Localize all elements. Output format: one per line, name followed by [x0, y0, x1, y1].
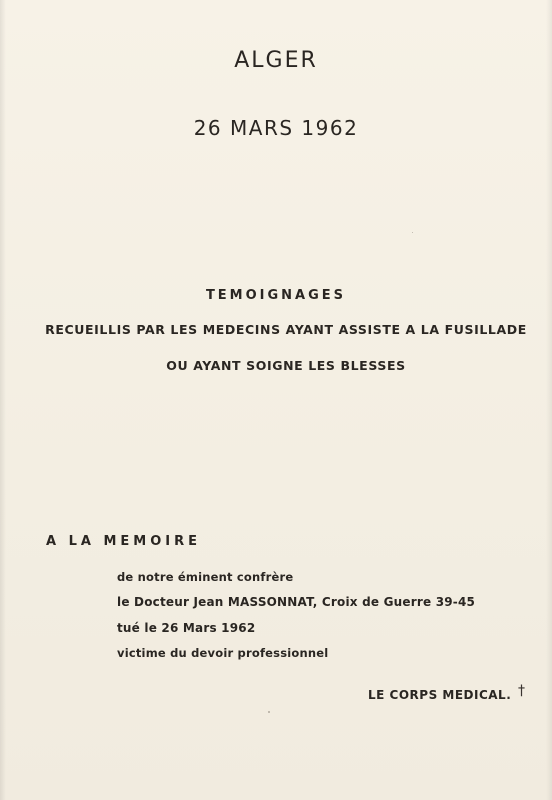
dedication-title: A LA MEMOIRE	[46, 534, 201, 549]
document-subtitle-line-1: RECUEILLIS PAR LES MEDECINS AYANT ASSISTE A LA FUSILLADE	[45, 322, 527, 337]
paper-speck	[412, 232, 413, 233]
dedication-line: tué le 26 Mars 1962	[117, 621, 256, 635]
cross-mark: †	[518, 683, 525, 699]
signature: LE CORPS MEDICAL.	[368, 688, 512, 702]
document-subtitle-line-2: OU AYANT SOIGNE LES BLESSES	[166, 358, 406, 373]
document-date: 26 MARS 1962	[193, 116, 359, 140]
document-city: ALGER	[234, 48, 318, 73]
dedication-line: victime du devoir professionnel	[117, 646, 329, 660]
document-heading: TEMOIGNAGES	[205, 288, 347, 303]
dedication-line: de notre éminent confrère	[117, 570, 294, 584]
dedication-line: le Docteur Jean MASSONNAT, Croix de Guerre 39-45	[117, 595, 476, 609]
paper-speck	[268, 711, 270, 713]
